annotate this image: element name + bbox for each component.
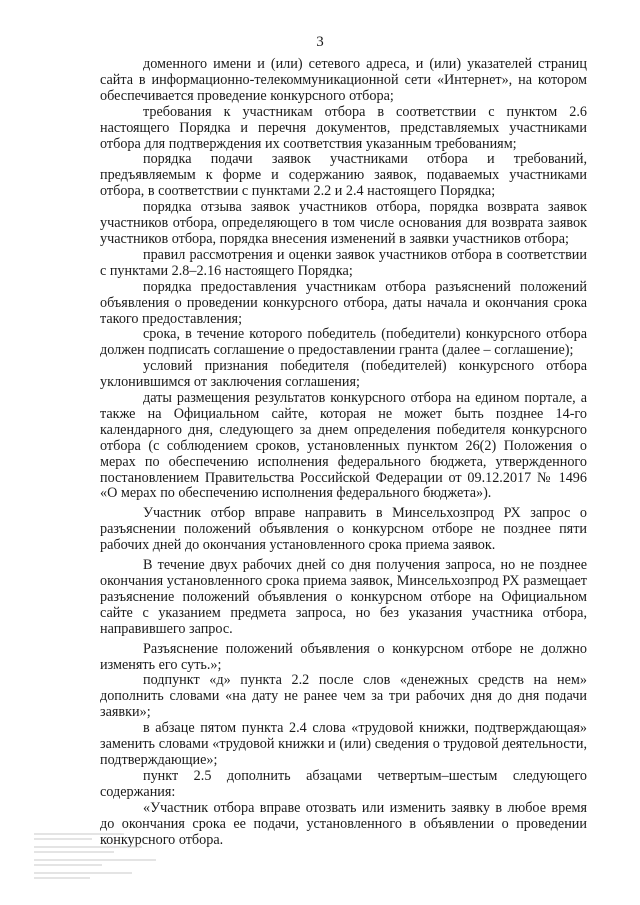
- paragraph: В течение двух рабочих дней со дня получения запроса, но не позднее окончания установленного срока приема заявок, Минсельхозпрод РХ размещает разъяснение положений объявления о конкурсном отборе на Официальном сайте с указанием предмета запроса, но без указания участника отбора, направившего запрос.: [100, 557, 587, 637]
- paragraph: Разъяснение положений объявления о конкурсном отборе не должно изменять его суть.»;: [100, 640, 587, 673]
- paragraph: Участник отбор вправе направить в Минсельхозпрод РХ запрос о разъяснении положений объявления о конкурсном отборе не позднее пяти рабочих дней до окончания установленного срока приема заявок.: [100, 505, 587, 554]
- paragraph: даты размещения результатов конкурсного отбора на едином портале, а также на Официальном сайте, которая не может быть позднее 14-го календарного дня, следующего за днем определения победителя конкурсного отбора (с соблюдением сроков, установленных пунктом 26(2) Положения о мерах по обеспечению исполнения федерального бюджета, утвержденного постановлением Правительства Российской Федерации от 09.12.2017 № 1496 «О мерах по обеспечению исполнения федерального бюджета»).: [100, 390, 587, 502]
- paragraph: срока, в течение которого победитель (победители) конкурсного отбора должен подписать соглашение о предоставлении гранта (далее – соглашение);: [100, 326, 587, 359]
- paragraph: правил рассмотрения и оценки заявок участников отбора в соответствии с пунктами 2.8–2.16 настоящего Порядка;: [100, 246, 587, 279]
- paragraph: порядка отзыва заявок участников отбора, порядка возврата заявок участников отбора, определяющего в том числе основания для возврата заявок участников отбора, порядка внесения изменений в заявки участников отбора;: [100, 199, 587, 247]
- paragraph: подпункт «д» пункта 2.2 после слов «денежных средств на нем» дополнить словами «на дату не ранее чем за три рабочих дня до дня подачи заявки»;: [100, 672, 587, 721]
- paragraph: доменного имени и (или) сетевого адреса, и (или) указателей страниц сайта в информационно-телекоммуникационной сети «Интернет», на котором обеспечивается проведение конкурсного отбора;: [100, 56, 587, 104]
- paragraph: порядка подачи заявок участниками отбора и требований, предъявляемым к форме и содержанию заявок, подаваемых участниками отбора, в соответствии с пунктами 2.2 и 2.4 настоящего Порядка;: [100, 151, 587, 200]
- page-number: 3: [316, 34, 324, 50]
- paragraph: в абзаце пятом пункта 2.4 слова «трудовой книжки, подтверждающая» заменить словами «трудовой книжки и (или) сведения о трудовой деятельности, подтверждающие»;: [100, 720, 587, 768]
- paragraph: «Участник отбора вправе отозвать или изменить заявку в любое время до окончания срока ее подачи, установленного в объявлении о проведении конкурсного отбора.: [100, 799, 587, 848]
- faint-stamp-icon: [32, 828, 160, 886]
- document-body: [100, 57, 587, 848]
- paragraph: порядка предоставления участникам отбора разъяснений положений объявления о проведении конкурсного отбора, даты начала и окончания срока такого предоставления;: [100, 278, 587, 327]
- paragraph: пункт 2.5 дополнить абзацами четвертым–шестым следующего содержания:: [100, 767, 587, 800]
- paragraph: требования к участникам отбора в соответствии с пунктом 2.6 настоящего Порядка и перечня документов, представляемых участниками отбора для подтверждения их соответствия указанным требованиям;: [100, 103, 587, 152]
- paragraph: условий признания победителя (победителей) конкурсного отбора уклонившимся от заключения соглашения;: [100, 358, 587, 391]
